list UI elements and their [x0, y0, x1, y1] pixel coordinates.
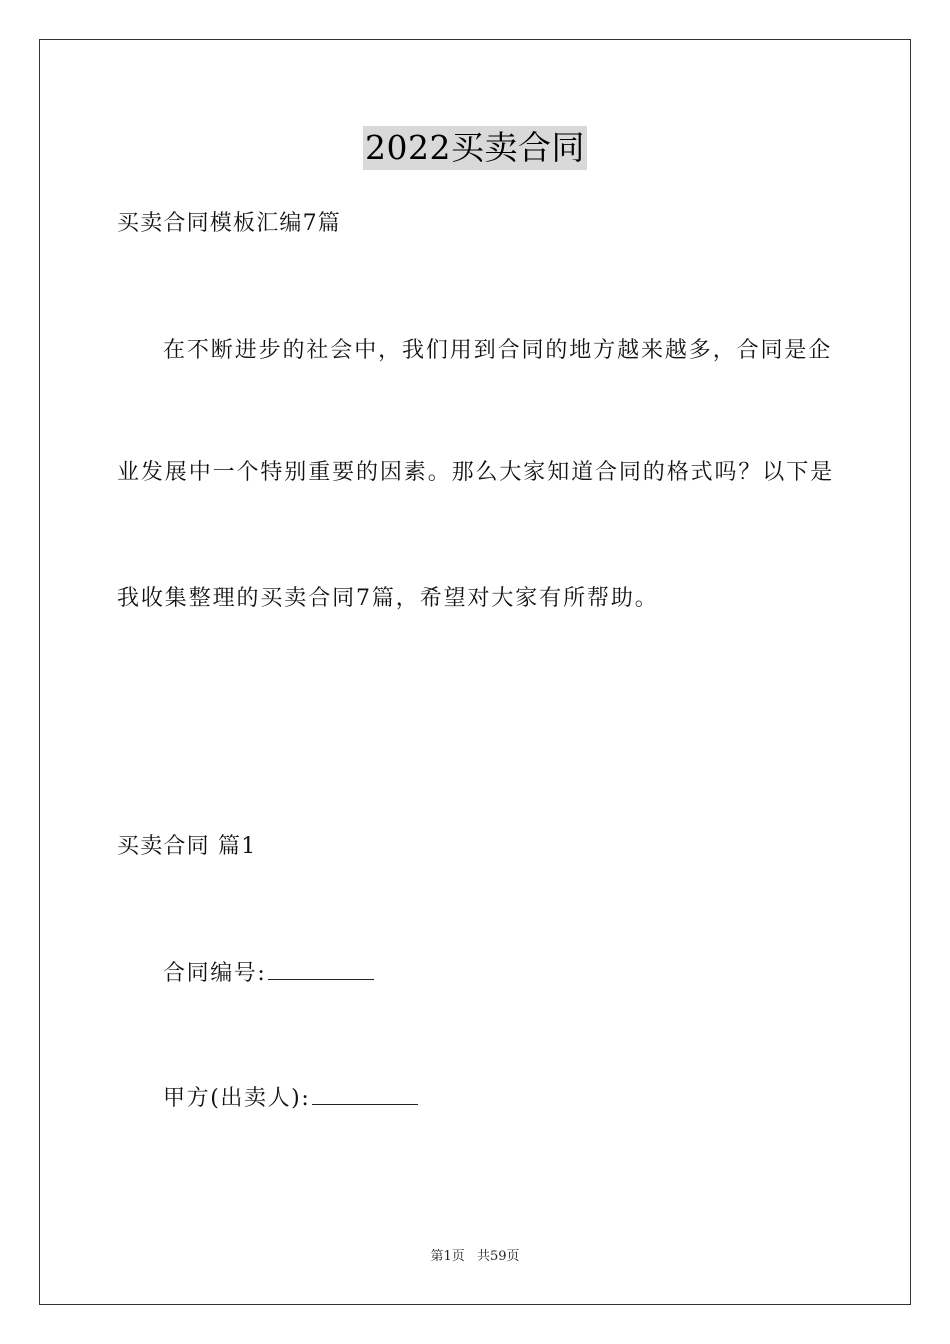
page-number-current: 第1页	[430, 1249, 465, 1264]
document-title: 2022买卖合同	[363, 126, 587, 170]
page-footer	[0, 1248, 950, 1266]
intro-paragraph-line-2: 业发展中一个特别重要的因素。那么大家知道合同的格式吗？以下是	[117, 460, 835, 485]
page-number-total: 共59页	[476, 1249, 520, 1264]
section-heading: 买卖合同 篇1	[117, 834, 257, 859]
contract-number-blank	[268, 957, 374, 980]
title-container	[0, 126, 950, 170]
party-a-field	[163, 1082, 418, 1114]
intro-paragraph-line-3: 我收集整理的买卖合同7篇，希望对大家有所帮助。	[117, 586, 659, 611]
intro-paragraph-line-1: 在不断进步的社会中，我们用到合同的地方越来越多，合同是企	[163, 338, 833, 363]
party-a-label: 甲方(出卖人):	[163, 1086, 311, 1111]
document-subtitle: 买卖合同模板汇编7篇	[117, 211, 341, 236]
party-a-blank	[312, 1082, 418, 1105]
contract-number-label: 合同编号:	[163, 961, 267, 986]
contract-number-field	[163, 957, 374, 989]
